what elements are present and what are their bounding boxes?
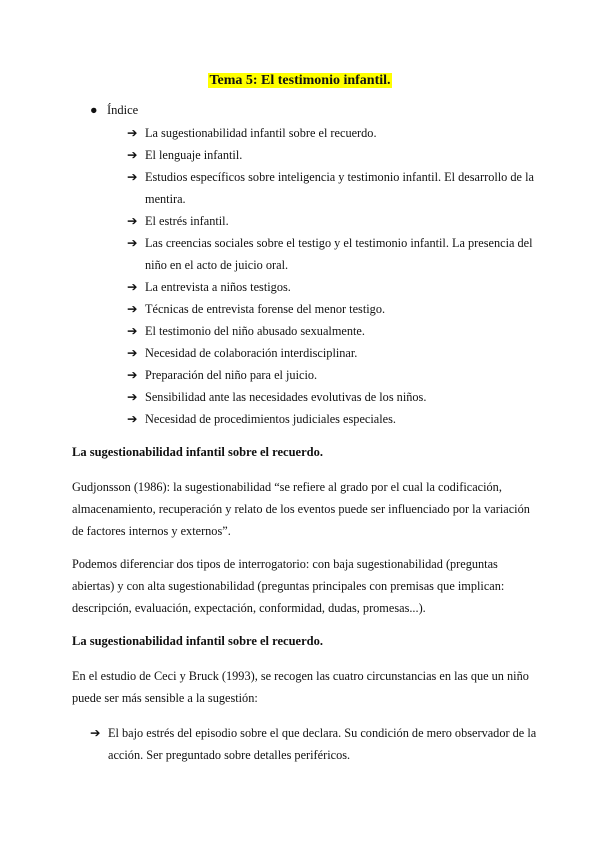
list-item: ➔ Estudios específicos sobre inteligencia y testimonio infantil. El desarrollo de la mentira. xyxy=(127,166,537,210)
bullet-icon: ● xyxy=(90,103,98,117)
arrow-icon: ➔ xyxy=(127,346,138,360)
arrow-icon: ➔ xyxy=(127,148,138,162)
arrow-icon: ➔ xyxy=(90,726,101,740)
arrow-icon: ➔ xyxy=(127,324,138,338)
index-list xyxy=(127,122,537,430)
document-title xyxy=(0,73,600,89)
arrow-icon: ➔ xyxy=(127,302,138,316)
list-item: ➔ Técnicas de entrevista forense del menor testigo. xyxy=(127,298,537,320)
list-item: ➔ Sensibilidad ante las necesidades evolutivas de los niños. xyxy=(127,386,537,408)
list-item: ➔ Preparación del niño para el juicio. xyxy=(127,364,537,386)
arrow-icon: ➔ xyxy=(127,236,138,250)
paragraph: En el estudio de Ceci y Bruck (1993), se recogen las cuatro circunstancias en las que un niño puede ser más sensible a la sugestión: xyxy=(72,669,529,705)
list-item: ➔ El estrés infantil. xyxy=(127,210,537,232)
list-item: ➔ Las creencias sociales sobre el testigo y el testimonio infantil. La presencia del niño en el acto de juicio oral. xyxy=(127,232,537,276)
list-item: ➔ El testimonio del niño abusado sexualmente. xyxy=(127,320,537,342)
list-item: ➔ El lenguaje infantil. xyxy=(127,144,537,166)
list-item: ➔ La entrevista a niños testigos. xyxy=(127,276,537,298)
arrow-icon: ➔ xyxy=(127,280,138,294)
index-label: Índice xyxy=(107,103,139,117)
arrow-icon: ➔ xyxy=(127,368,138,382)
section-heading: La sugestionabilidad infantil sobre el recuerdo. xyxy=(72,634,323,648)
list-item: ➔ El bajo estrés del episodio sobre el que declara. Su condición de mero observador de la acción. Ser preguntado sobre detalles periféricos. xyxy=(90,722,548,766)
arrow-icon: ➔ xyxy=(127,126,138,140)
index-bullet xyxy=(90,103,138,118)
arrow-icon: ➔ xyxy=(127,412,138,426)
arrow-icon: ➔ xyxy=(127,170,138,184)
paragraph: Podemos diferenciar dos tipos de interrogatorio: con baja sugestionabilidad (preguntas abiertas) y con alta sugestionabilidad (preguntas principales con premisas que implican: descripción, evaluación, expectación, conformidad, dudas, promesas...). xyxy=(72,557,505,615)
list-item: ➔ La sugestionabilidad infantil sobre el recuerdo. xyxy=(127,122,537,144)
section-heading: La sugestionabilidad infantil sobre el recuerdo. xyxy=(72,445,323,459)
paragraph: Gudjonsson (1986): la sugestionabilidad “se refiere al grado por el cual la codificación, almacenamiento, recuperación y relato de los eventos puede ser influenciado por la variación de factores internos y externos”. xyxy=(72,480,530,538)
arrow-icon: ➔ xyxy=(127,214,138,228)
arrow-icon: ➔ xyxy=(127,390,138,404)
list-item: ➔ Necesidad de procedimientos judiciales especiales. xyxy=(127,408,537,430)
document-title-text: Tema 5: El testimonio infantil. xyxy=(209,73,391,88)
list-item: ➔ Necesidad de colaboración interdisciplinar. xyxy=(127,342,537,364)
